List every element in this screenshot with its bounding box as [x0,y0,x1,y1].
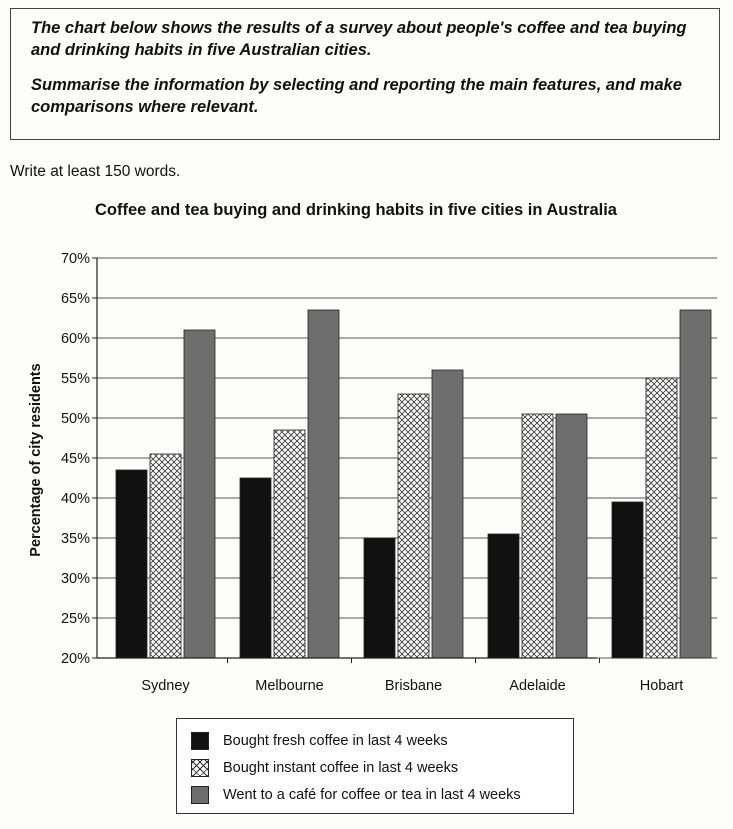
y-tick-label: 25% [60,611,90,627]
y-tick-label: 45% [60,451,90,467]
chart-title: Coffee and tea buying and drinking habits in five cities in Australia [95,201,617,219]
bar-fresh-coffee-brisbane [364,538,395,658]
x-tick-label: Hobart [639,678,684,694]
bar-instant-coffee-adelaide [522,414,553,658]
bar-instant-coffee-sydney [150,454,181,658]
legend-item-fresh-coffee [191,727,573,754]
legend-swatch-instant [191,759,209,777]
bar-instant-coffee-hobart [646,378,677,658]
bar-cafe-sydney [184,330,215,658]
legend-swatch-fresh [191,732,209,750]
y-tick-label: 35% [60,531,90,547]
x-tick-label: Sydney [141,678,190,694]
legend-label-fresh: Bought fresh coffee in last 4 weeks [223,732,448,749]
legend-swatch-cafe [191,786,209,804]
bar-fresh-coffee-melbourne [240,478,271,658]
legend-item-instant-coffee [191,754,573,781]
y-tick-label: 60% [60,331,90,347]
y-tick-label: 30% [60,571,90,587]
bar-fresh-coffee-hobart [612,502,643,658]
legend-label-instant: Bought instant coffee in last 4 weeks [223,759,459,776]
x-tick-label: Adelaide [509,678,566,694]
legend-item-cafe [191,781,573,808]
bar-cafe-hobart [680,310,711,658]
y-axis-label: Percentage of city residents [28,363,44,557]
word-count-instruction: Write at least 150 words. [10,163,181,180]
task-directive: Summarise the information by selecting and reporting the main features, and make comparisons where relevant. [31,76,682,116]
legend-label-cafe: Went to a café for coffee or tea in last 4 weeks [223,786,521,803]
y-tick-label: 55% [60,371,90,387]
bar-cafe-adelaide [556,414,587,658]
bar-instant-coffee-brisbane [398,394,429,658]
x-tick-label: Brisbane [384,678,443,694]
task-description: The chart below shows the results of a survey about people's coffee and tea buying and drinking habits in five Australian cities. [31,19,687,59]
y-tick-label: 40% [60,491,90,507]
chart-legend [176,718,574,814]
x-tick-label: Melbourne [255,678,324,694]
bar-cafe-brisbane [432,370,463,658]
bar-fresh-coffee-sydney [116,470,147,658]
y-tick-label: 20% [60,651,90,667]
y-tick-label: 70% [60,251,90,267]
bar-instant-coffee-melbourne [274,430,305,658]
y-tick-label: 50% [60,411,90,427]
bar-cafe-melbourne [308,310,339,658]
bar-fresh-coffee-adelaide [488,534,519,658]
y-tick-label: 65% [60,291,90,307]
